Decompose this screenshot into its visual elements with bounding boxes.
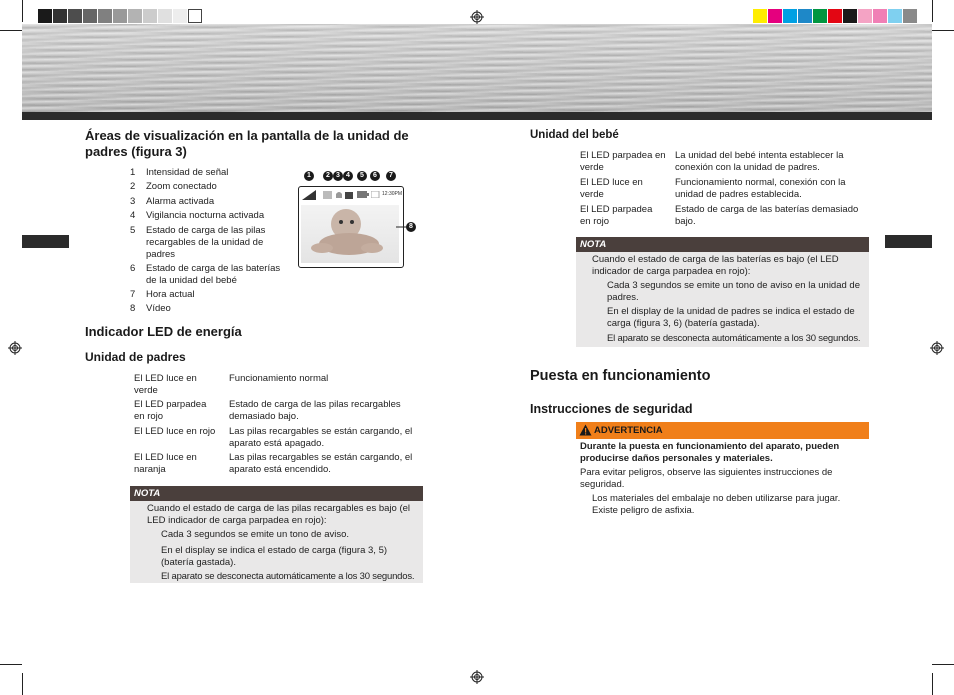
registration-mark-icon bbox=[930, 341, 944, 355]
led-meaning: Las pilas recargables se están cargando, el aparato está apagado. bbox=[229, 426, 413, 449]
list-item: 8 Vídeo bbox=[130, 303, 171, 314]
night-vision-icon bbox=[345, 190, 353, 200]
led-meaning: Estado de carga de las pilas recargables demasiado bajo. bbox=[229, 399, 401, 422]
baby-eye bbox=[339, 220, 343, 224]
list-item: 6 Estado de carga de las baterías de la unidad del bebé bbox=[130, 263, 281, 286]
header-bar bbox=[22, 112, 932, 120]
led-state: El LED luce en verde bbox=[580, 177, 643, 200]
led-state: El LED parpadea en rojo bbox=[134, 399, 207, 422]
warning-header: ADVERTENCIA bbox=[576, 422, 869, 439]
baby-battery-icon bbox=[371, 191, 381, 198]
note-item: El aparato se desconecta automáticamente a los 30 segundos. bbox=[161, 571, 415, 582]
clock-readout: 12:30PM bbox=[382, 191, 403, 197]
led-state: El LED luce en naranja bbox=[134, 452, 197, 475]
parents-unit-title: Unidad de padres bbox=[85, 350, 186, 364]
right-page-tab bbox=[885, 235, 932, 248]
baby-unit-title: Unidad del bebé bbox=[530, 129, 619, 141]
warning-item: Los materiales del embalaje no deben utilizarse para jugar. Existe peligro de asfixia. bbox=[592, 493, 841, 516]
registration-mark-icon bbox=[470, 10, 484, 24]
gray-swatch bbox=[143, 9, 157, 23]
color-swatch bbox=[903, 9, 917, 23]
crop-mark bbox=[22, 0, 23, 22]
list-item: 3 Alarma activada bbox=[130, 196, 215, 207]
crop-mark bbox=[932, 673, 933, 695]
signal-strength-icon bbox=[302, 190, 316, 200]
gray-swatch bbox=[113, 9, 127, 23]
callout-badge: 1 bbox=[304, 171, 314, 181]
note-header: NOTA bbox=[130, 486, 423, 501]
note-intro: Cuando el estado de carga de las baterías es bajo (el LED indicador de carga parpadea en rojo): bbox=[592, 254, 839, 277]
led-meaning: Estado de carga de las baterías demasiado bajo. bbox=[675, 204, 859, 227]
warning-intro: Para evitar peligros, observe las siguientes instrucciones de seguridad. bbox=[580, 467, 833, 490]
gray-swatch bbox=[158, 9, 172, 23]
callout-badge: 4 bbox=[343, 171, 353, 181]
led-state: El LED parpadea en rojo bbox=[580, 204, 653, 227]
gray-swatch bbox=[98, 9, 112, 23]
header-texture-band bbox=[22, 24, 932, 112]
gray-swatch bbox=[53, 9, 67, 23]
crop-mark bbox=[932, 0, 933, 22]
led-state: El LED parpadea en verde bbox=[580, 150, 666, 173]
led-indicator-title: Indicador LED de energía bbox=[85, 324, 242, 339]
led-meaning: Las pilas recargables se están cargando, el aparato está encendido. bbox=[229, 452, 413, 475]
note-item: En el display se indica el estado de carga (figura 3, 5) (batería gastada). bbox=[161, 545, 388, 568]
gray-swatch bbox=[68, 9, 82, 23]
color-swatch bbox=[888, 9, 902, 23]
color-swatch bbox=[858, 9, 872, 23]
list-item: 4 Vigilancia nocturna activada bbox=[130, 210, 265, 221]
callout-badge: 7 bbox=[386, 171, 396, 181]
alarm-icon bbox=[335, 190, 343, 200]
note-intro: Cuando el estado de carga de las pilas recargables es bajo (el LED indicador de carga parpadea en rojo): bbox=[147, 503, 410, 526]
baby-arm bbox=[311, 243, 333, 253]
baby-eye bbox=[350, 220, 354, 224]
baby-arm bbox=[361, 243, 383, 253]
left-page-tab bbox=[22, 235, 69, 248]
callout-badge: 6 bbox=[370, 171, 380, 181]
led-meaning: Funcionamiento normal, conexión con la unidad de padres establecida. bbox=[675, 177, 846, 200]
note-header: NOTA bbox=[576, 237, 869, 252]
list-item: 5 Estado de carga de las pilas recargables de la unidad de padres bbox=[130, 225, 266, 260]
color-swatch bbox=[828, 9, 842, 23]
color-swatch bbox=[798, 9, 812, 23]
gray-swatch bbox=[128, 9, 142, 23]
color-swatch bbox=[753, 9, 767, 23]
gray-swatch bbox=[38, 9, 52, 23]
led-meaning: La unidad del bebé intenta establecer la conexión con la unidad de padres. bbox=[675, 150, 844, 173]
zoom-icon bbox=[323, 190, 332, 200]
note-item: El aparato se desconecta automáticamente a los 30 segundos. bbox=[607, 333, 861, 344]
color-swatch bbox=[783, 9, 797, 23]
led-meaning: Funcionamiento normal bbox=[229, 373, 329, 384]
registration-mark-icon bbox=[8, 341, 22, 355]
warning-bold-text: Durante la puesta en funcionamiento del aparato, pueden producirse daños personales y materiales. bbox=[580, 441, 840, 464]
parent-battery-icon bbox=[357, 191, 369, 198]
gray-swatch bbox=[188, 9, 202, 23]
startup-title: Puesta en funcionamiento bbox=[530, 368, 711, 384]
list-item: 2 Zoom conectado bbox=[130, 181, 217, 192]
note-item: Cada 3 segundos se emite un tono de aviso en la unidad de padres. bbox=[607, 280, 860, 303]
color-swatch bbox=[813, 9, 827, 23]
led-state: El LED luce en verde bbox=[134, 373, 197, 396]
safety-title: Instrucciones de seguridad bbox=[530, 402, 693, 416]
display-areas-title: Áreas de visualización en la pantalla de la unidad de padres (figura 3) bbox=[85, 128, 409, 159]
crop-mark bbox=[932, 30, 954, 31]
crop-mark bbox=[0, 30, 22, 31]
video-feed bbox=[301, 205, 399, 263]
list-item: 7 Hora actual bbox=[130, 289, 195, 300]
note-item: En el display de la unidad de padres se indica el estado de carga (figura 3, 6) (batería gastada). bbox=[607, 306, 855, 329]
color-swatch bbox=[843, 9, 857, 23]
display-figure bbox=[298, 170, 423, 270]
led-state: El LED luce en rojo bbox=[134, 426, 216, 437]
crop-mark bbox=[0, 664, 22, 665]
crop-mark bbox=[932, 664, 954, 665]
crop-mark bbox=[22, 673, 23, 695]
callout-badge: 5 bbox=[357, 171, 367, 181]
callout-badge: 3 bbox=[333, 171, 343, 181]
callout-badge: 8 bbox=[406, 222, 416, 232]
note-item: Cada 3 segundos se emite un tono de aviso. bbox=[161, 529, 350, 540]
display-screen bbox=[298, 186, 404, 268]
list-item: 1 Intensidad de señal bbox=[130, 167, 229, 178]
color-swatch bbox=[768, 9, 782, 23]
gray-swatch bbox=[173, 9, 187, 23]
warning-triangle-icon bbox=[579, 424, 592, 436]
gray-swatch bbox=[83, 9, 97, 23]
registration-mark-icon bbox=[470, 670, 484, 684]
callout-badge: 2 bbox=[323, 171, 333, 181]
color-swatch bbox=[873, 9, 887, 23]
